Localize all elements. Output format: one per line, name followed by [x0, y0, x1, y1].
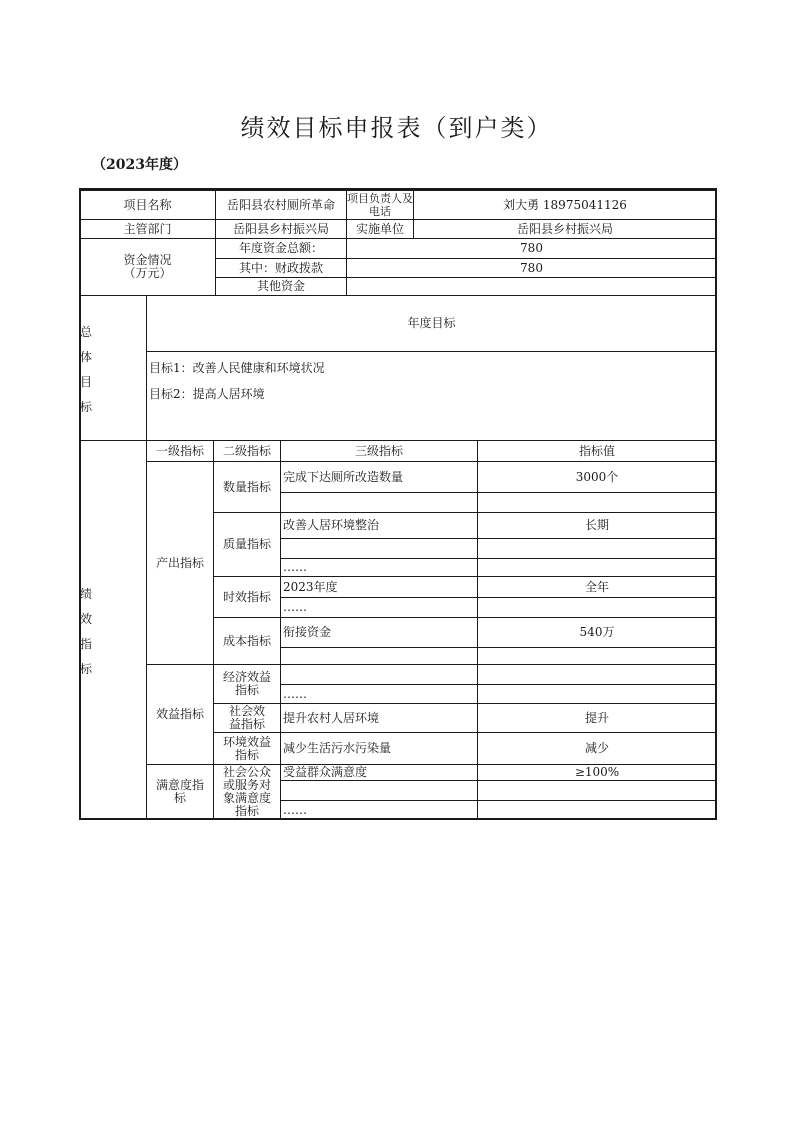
ec1-value — [477, 664, 717, 685]
ql2-value — [477, 538, 717, 559]
t1-value: 全年 — [477, 576, 717, 598]
q1-name: 完成下达厕所改造数量 — [280, 461, 478, 493]
impl-label: 实施单位 — [346, 219, 414, 239]
e1-name: 减少生活污水污染量 — [280, 732, 478, 765]
t2-name: …… — [280, 597, 478, 618]
sat3-value — [477, 800, 717, 820]
page-title: 绩效目标申报表（到户类） — [240, 114, 553, 142]
ec1-name — [280, 664, 478, 685]
social-indicator: 社会效益指标 — [213, 703, 281, 733]
ql2-name — [280, 538, 478, 559]
t1-name: 2023年度 — [280, 576, 478, 598]
goals-char-2: 体 — [80, 350, 93, 364]
fund-fiscal-value: 780 — [346, 258, 717, 278]
leader-label: 项目负责人及电话 — [347, 192, 413, 218]
ql3-name: …… — [280, 558, 478, 577]
sat2-name — [280, 780, 478, 801]
ind-char-2: 效 — [80, 612, 93, 626]
ql3-value — [477, 558, 717, 577]
ql1-value: 长期 — [477, 512, 717, 539]
ind-char-1: 绩 — [80, 587, 93, 601]
goals-section-label — [79, 295, 147, 441]
impl-value: 岳阳县乡村振兴局 — [413, 219, 717, 239]
ind-char-4: 标 — [80, 662, 93, 676]
economic-indicator: 经济效益指标 — [213, 664, 281, 704]
indicators-section-label — [79, 440, 147, 820]
s1-name: 提升农村人居环境 — [280, 703, 478, 733]
col-level1: 一级指标 — [146, 440, 214, 462]
dept-value: 岳阳县乡村振兴局 — [215, 219, 347, 239]
q2-value — [477, 492, 717, 513]
sat3-name: …… — [280, 800, 478, 820]
goal-1: 目标1：改善人民健康和环境状况 — [149, 361, 325, 375]
fund-label: 资金情况（万元） — [79, 238, 216, 296]
ec2-value — [477, 684, 717, 704]
leader-value: 刘大勇 18975041126 — [413, 190, 717, 220]
c2-value — [477, 647, 717, 665]
timeliness-indicator: 时效指标 — [213, 576, 281, 618]
environmental-indicator: 环境效益指标 — [213, 732, 281, 765]
sat1-value: ≥100% — [477, 764, 717, 781]
q1-value: 3000个 — [477, 461, 717, 493]
project-name-value: 岳阳县农村厕所革命 — [215, 190, 347, 220]
goals-char-4: 标 — [80, 400, 93, 414]
fund-other-label: 其他资金 — [215, 277, 347, 296]
fund-total-label: 年度资金总额： — [215, 238, 347, 259]
t2-value — [477, 597, 717, 618]
goal-list — [149, 355, 325, 407]
project-name-label: 项目名称 — [79, 190, 216, 220]
annual-goal-label: 年度目标 — [146, 295, 717, 352]
col-level3: 三级指标 — [280, 440, 478, 462]
fund-total-value: 780 — [346, 238, 717, 259]
year-label: （2023年度） — [92, 157, 187, 173]
output-indicator: 产出指标 — [146, 461, 214, 665]
e1-value: 减少 — [477, 732, 717, 765]
c1-name: 衔接资金 — [280, 617, 478, 648]
sat2-value — [477, 780, 717, 801]
satisfaction-sub-indicator: 社会公众或服务对象满意度指标 — [213, 764, 281, 820]
ec2-name: …… — [280, 684, 478, 704]
fund-other-value — [346, 277, 717, 296]
col-level2: 二级指标 — [213, 440, 281, 462]
c1-value: 540万 — [477, 617, 717, 648]
q2-name — [280, 492, 478, 513]
goals-char-1: 总 — [80, 325, 93, 339]
satisfaction-indicator: 满意度指标 — [146, 764, 214, 820]
ql1-name: 改善人居环境整治 — [280, 512, 478, 539]
benefit-indicator: 效益指标 — [146, 664, 214, 765]
goals-char-3: 目 — [80, 375, 93, 389]
fund-fiscal-label: 其中：财政拨款 — [215, 258, 347, 278]
ind-char-3: 指 — [80, 637, 93, 651]
dept-label: 主管部门 — [79, 219, 216, 239]
cost-indicator: 成本指标 — [213, 617, 281, 665]
quantity-indicator: 数量指标 — [213, 461, 281, 513]
sat1-name: 受益群众满意度 — [280, 764, 478, 781]
s1-value: 提升 — [477, 703, 717, 733]
col-value: 指标值 — [477, 440, 717, 462]
c2-name — [280, 647, 478, 665]
goal-2: 目标2：提高人居环境 — [149, 387, 265, 401]
quality-indicator: 质量指标 — [213, 512, 281, 577]
